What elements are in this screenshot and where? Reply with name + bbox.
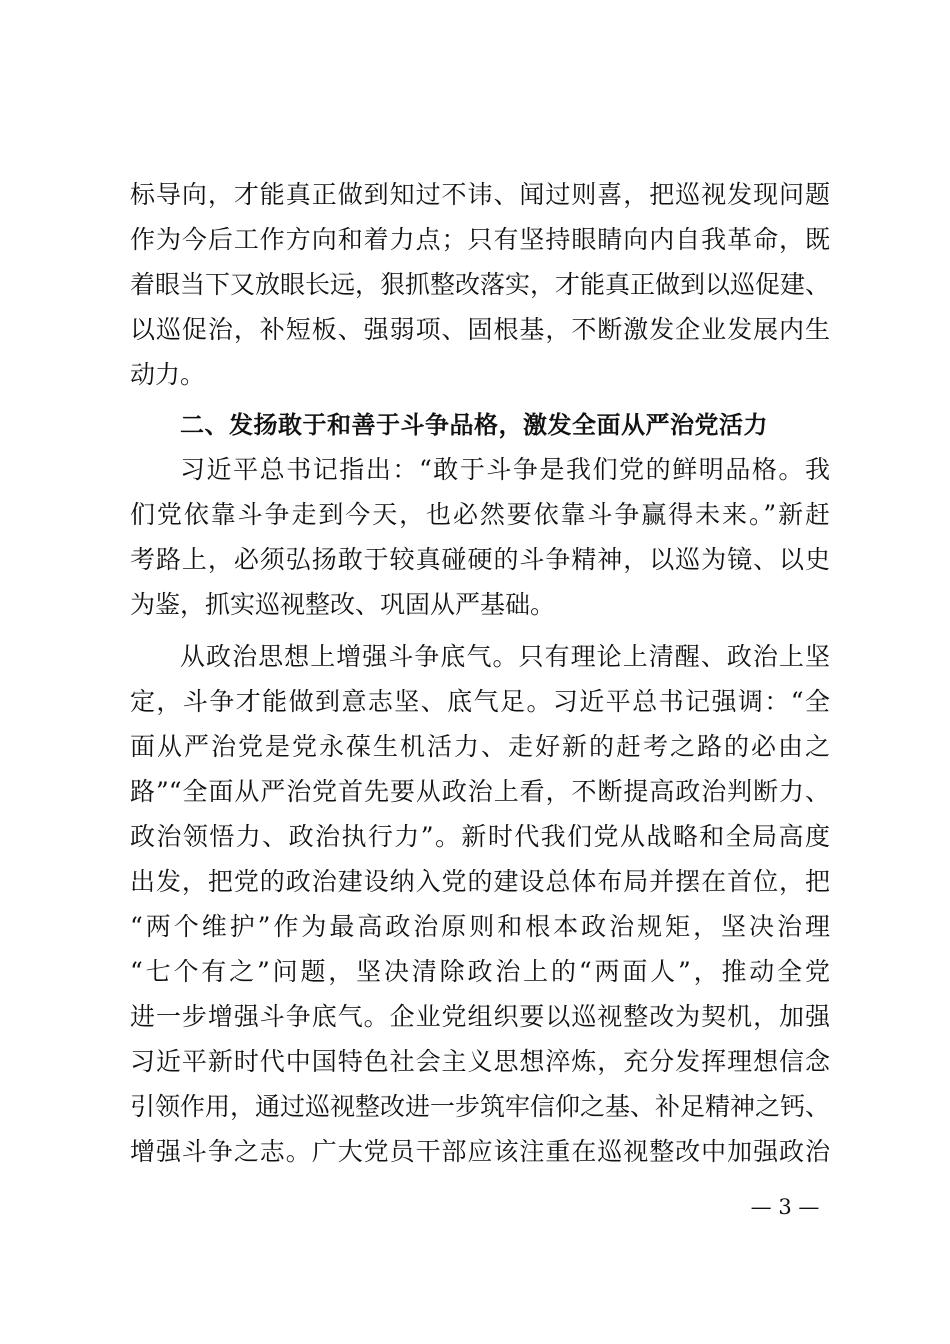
text-line: 习近平总书记指出：“敢于斗争是我们党的鲜明品格。我 [180, 455, 830, 484]
text-line: 作为今后工作方向和着力点；只有坚持眼睛向内自我革命，既 [130, 225, 830, 254]
text-line: 动力。 [130, 360, 206, 389]
text-line: “七个有之”问题，坚决清除政治上的“两面人”，推动全党 [130, 957, 830, 986]
text-line: 着眼当下又放眼长远，狠抓整改落实，才能真正做到以巡促建、 [130, 270, 831, 299]
text-line: 进一步增强斗争底气。企业党组织要以巡视整改为契机，加强 [130, 1002, 830, 1031]
text-line: 定，斗争才能做到意志坚、底气足。习近平总书记强调：“全 [130, 687, 830, 716]
text-line: 出发，把党的政治建设纳入党的建设总体布局并摆在首位，把 [130, 867, 830, 896]
text-line: 以巡促治，补短板、强弱项、固根基，不断激发企业发展内生 [130, 315, 830, 344]
section-heading: 二、发扬敢于和善于斗争品格，激发全面从严治党活力 [180, 411, 768, 439]
text-line: 从政治思想上增强斗争底气。只有理论上清醒、政治上坚 [180, 642, 830, 671]
text-line: 习近平新时代中国特色社会主义思想淬炼，充分发挥理想信念 [130, 1047, 830, 1076]
text-line: 政治领悟力、政治执行力”。新时代我们党从战略和全局高度 [130, 822, 830, 851]
text-line: 标导向，才能真正做到知过不讳、闻过则喜，把巡视发现问题 [130, 180, 830, 209]
text-line: 增强斗争之志。广大党员干部应该注重在巡视整改中加强政治 [130, 1137, 830, 1166]
text-line: 面从严治党是党永葆生机活力、走好新的赶考之路的必由之 [130, 732, 830, 761]
text-line: 为鉴，抓实巡视整改、巩固从严基础。 [130, 590, 556, 619]
text-line: 路”“全面从严治党首先要从政治上看，不断提高政治判断力、 [130, 777, 830, 806]
page-number: — 3 — [750, 1195, 820, 1219]
text-line: 们党依靠斗争走到今天，也必然要依靠斗争赢得未来。”新赶 [130, 500, 830, 529]
text-line: 引领作用，通过巡视整改进一步筑牢信仰之基、补足精神之钙、 [130, 1092, 831, 1121]
text-line: “两个维护”作为最高政治原则和根本政治规矩，坚决治理 [130, 912, 830, 941]
text-line: 考路上，必须弘扬敢于较真碰硬的斗争精神，以巡为镜、以史 [130, 545, 830, 574]
